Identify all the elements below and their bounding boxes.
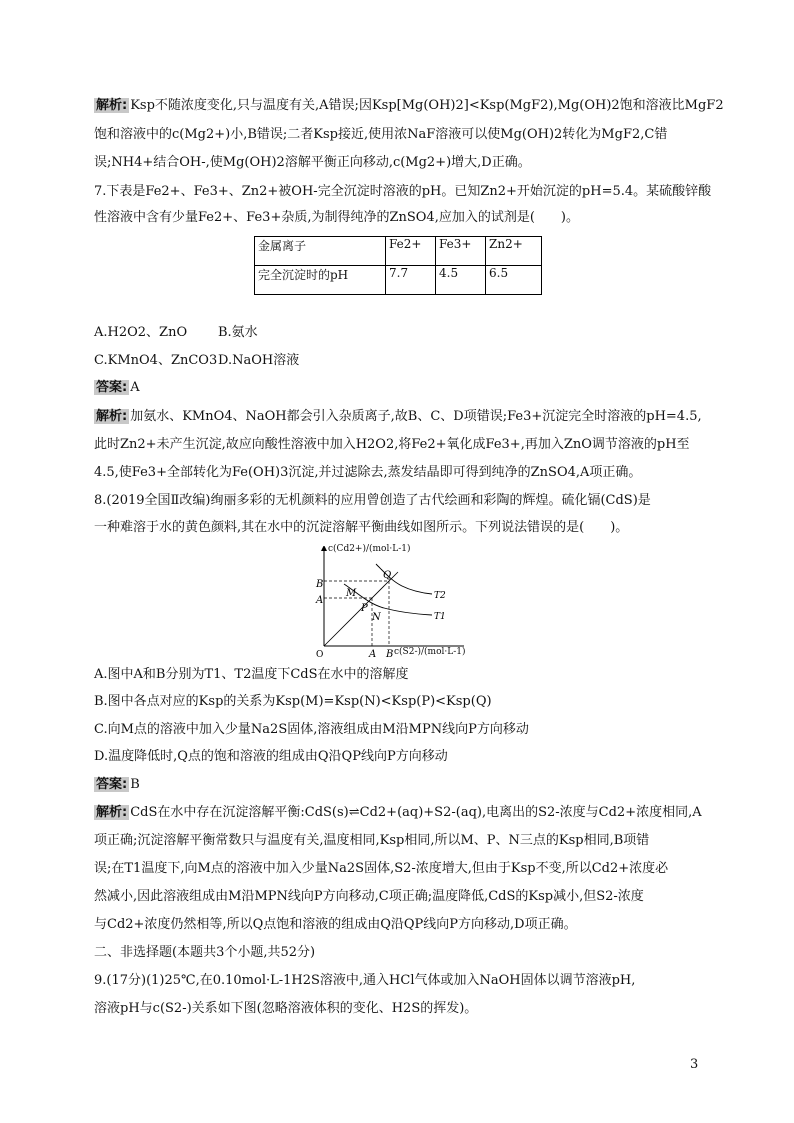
curve-label-t1: T1: [434, 612, 446, 622]
table-header-cell: 金属离子: [255, 237, 386, 266]
table-row: [255, 266, 542, 295]
option-line: A.图中A和B分别为T1、T2温度下CdS在水中的溶解度: [94, 667, 409, 682]
precipitation-ph-table: [254, 236, 542, 295]
x-tick-b: B: [386, 649, 394, 658]
x-tick-a: A: [369, 649, 377, 658]
section-heading: 二、非选择题(本题共3个小题,共52分): [94, 945, 316, 960]
point-label-m: M: [346, 588, 357, 599]
solubility-curve-graph: [314, 546, 484, 658]
analysis-line: 然减小,因此溶液组成由M沿MPN线向P方向移动,C项正确;温度降低,CdS的Ksp减小,但S2-浓度: [94, 889, 644, 904]
analysis-line: 此时Zn2+未产生沉淀,故应向酸性溶液中加入H2O2,将Fe2+氧化成Fe3+,再加入ZnO调节溶液的pH至: [94, 437, 690, 452]
analysis-line: [94, 407, 704, 427]
analysis-line: 4.5,使Fe3+全部转化为Fe(OH)3沉淀,并过滤除去,蒸发结晶即可得到纯净的ZnSO4,A项正确。: [94, 465, 642, 480]
answer-value: B: [130, 777, 140, 792]
question-9-line: 溶液pH与c(S2-)关系如下图(忽略溶液体积的变化、H2S的挥发)。: [94, 1001, 478, 1016]
analysis-line: [94, 96, 724, 116]
table-header-cell: Fe2+: [386, 237, 436, 266]
option-line: D.温度降低时,Q点的饱和溶液的组成由Q沿QP线向P方向移动: [94, 749, 448, 764]
analysis-text: CdS在水中存在沉淀溶解平衡:CdS(s)⇌Cd2+(aq)+S2-(aq),电离出的S2-浓度与Cd2+浓度相同,A: [130, 805, 702, 820]
origin-label: O: [316, 650, 324, 658]
table-header-cell: Fe3+: [436, 237, 486, 266]
analysis-line: 项正确;沉淀溶解平衡常数只与温度有关,温度相同,Ksp相同,所以M、P、N三点的Ksp相同,B项错: [94, 833, 650, 848]
point-label-a: A: [316, 595, 324, 606]
page-number: 3: [690, 1057, 699, 1072]
option-b: B.氨水: [218, 325, 258, 340]
question-9-line: 9.(17分)(1)25℃,在0.10mol·L-1H2S溶液中,通入HCl气体或加入NaOH固体以调节溶液pH,: [94, 973, 636, 988]
curve-t1: [344, 584, 432, 615]
question-8-line: 8.(2019全国Ⅱ改编)绚丽多彩的无机颜料的应用曾创造了古代绘画和彩陶的辉煌。硫化镉(CdS)是: [94, 493, 651, 508]
analysis-line: 误;NH4+结合OH-,使Mg(OH)2溶解平衡正向移动,c(Mg2+)增大,D正确。: [94, 155, 531, 170]
table-cell: 6.5: [486, 266, 542, 295]
analysis-tag: 解析:: [96, 98, 128, 113]
analysis-line: 与Cd2+浓度仍然相等,所以Q点饱和溶液的组成由Q沿QP线向P方向移动,D项正确。: [94, 917, 577, 932]
analysis-tag: 解析:: [96, 805, 128, 820]
graph-x-label: c(S2-)/(mol·L-1): [394, 647, 466, 657]
analysis-line: 饱和溶液中的c(Mg2+)小,B错误;二者Ksp接近,使用浓NaF溶液可以使Mg(OH)2转化为MgF2,C错: [94, 127, 668, 142]
question-7-line: 7.下表是Fe2+、Fe3+、Zn2+被OH-完全沉淀时溶液的pH。已知Zn2+开始沉淀的pH=5.4。某硫酸锌酸: [94, 184, 712, 199]
analysis-text: Ksp不随浓度变化,只与温度有关,A错误;因Ksp[Mg(OH)2]<Ksp(MgF2),Mg(OH)2饱和溶液比MgF2: [130, 98, 724, 113]
point-label-p: P: [361, 603, 368, 614]
analysis-line: [94, 803, 704, 823]
analysis-tag: 解析:: [96, 409, 128, 424]
answer-tag: 答案:: [96, 380, 128, 395]
table-cell: 完全沉淀时的pH: [255, 266, 386, 295]
table-cell: 4.5: [436, 266, 486, 295]
option-line: B.图中各点对应的Ksp的关系为Ksp(M)=Ksp(N)<Ksp(P)<Ksp(Q): [94, 694, 492, 709]
option-d: D.NaOH溶液: [218, 353, 300, 368]
table-header-cell: Zn2+: [486, 237, 542, 266]
answer-tag: 答案:: [96, 777, 128, 792]
analysis-text: 加氨水、KMnO4、NaOH都会引入杂质离子,故B、C、D项错误;Fe3+沉淀完全时溶液的pH=4.5,: [130, 409, 702, 424]
option-a: A.H2O2、ZnO: [94, 325, 188, 340]
table-row: [255, 237, 542, 266]
answer-value: A: [130, 380, 140, 395]
analysis-line: 误;在T1温度下,向M点的溶液中加入少量Na2S固体,S2-浓度增大,但由于Ksp不变,所以Cd2+浓度必: [94, 861, 669, 876]
option-line: C.向M点的溶液中加入少量Na2S固体,溶液组成由M沿MPN线向P方向移动: [94, 722, 529, 737]
point-label-b: B: [316, 579, 324, 590]
question-8-line: 一种难溶于水的黄色颜料,其在水中的沉淀溶解平衡曲线如图所示。下列说法错误的是( )。: [94, 520, 629, 535]
question-7-line: 性溶液中含有少量Fe2+、Fe3+杂质,为制得纯净的ZnSO4,应加入的试剂是( )。: [94, 210, 579, 225]
answer-line: [94, 378, 704, 398]
point-label-n: N: [372, 612, 381, 623]
curve-label-t2: T2: [434, 591, 446, 601]
graph-y-label: c(Cd2+)/(mol·L-1): [328, 544, 411, 554]
option-c: C.KMnO4、ZnCO3: [94, 353, 218, 368]
answer-line: [94, 775, 704, 795]
table-cell: 7.7: [386, 266, 436, 295]
point-label-q: Q: [383, 570, 392, 581]
